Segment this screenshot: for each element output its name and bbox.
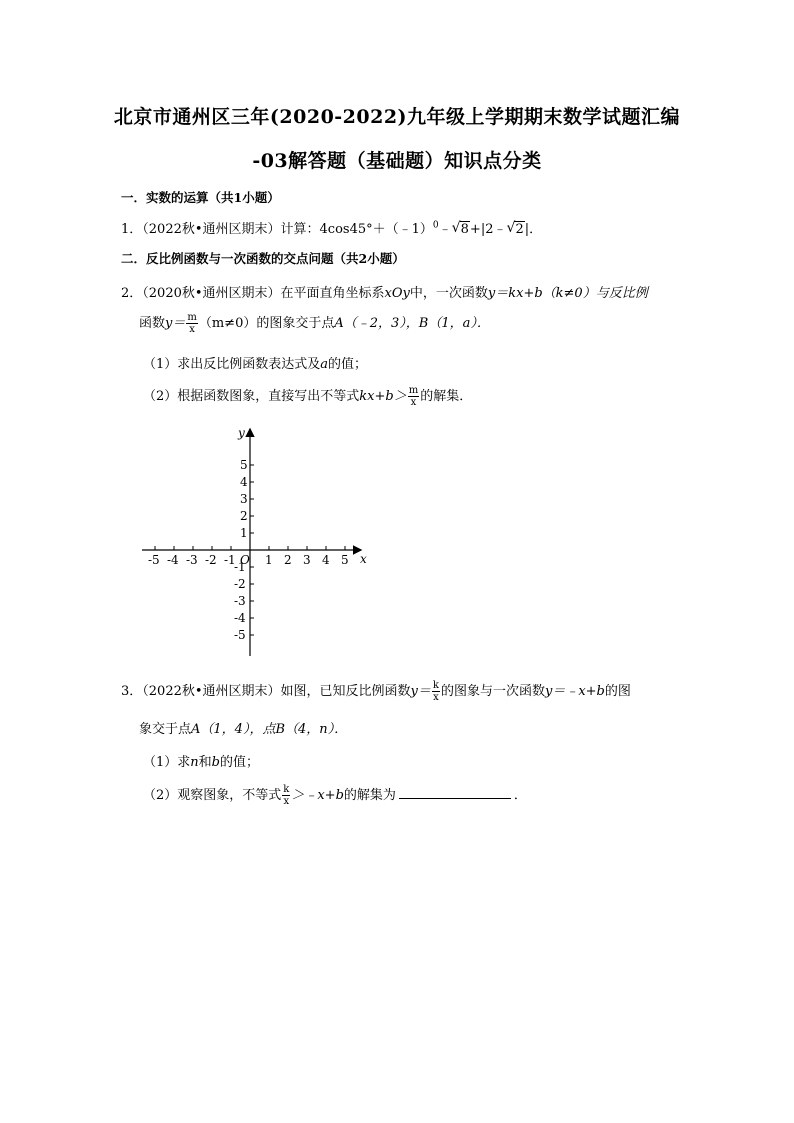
y-tick-label: 4: [240, 475, 248, 489]
y-tick-label: -4: [234, 611, 246, 625]
x-tick-label: 2: [284, 553, 292, 567]
y-tick-label: 2: [240, 509, 248, 523]
y-tick-label: 3: [240, 492, 248, 506]
y-tick-label: -1: [234, 560, 246, 574]
question-2-line2: [139, 312, 490, 335]
x-axis-label: x: [360, 552, 367, 566]
q3-linear-label: 的图象与一次函数: [440, 684, 545, 699]
y-tick-label: -3: [234, 594, 246, 608]
q3-line1-end: 的图: [604, 684, 631, 699]
q1-exponent: 0: [432, 220, 439, 231]
question-3-line1: [121, 680, 631, 703]
q3-intro: 3．（2022秋•通州区期末）如图，已知反比例函数: [121, 684, 411, 699]
y-tick-label: -2: [234, 577, 246, 591]
q3-fraction-k-x: $\frac{k}{x}$: [432, 680, 439, 703]
y-tick-label: -5: [234, 628, 246, 642]
q3-y-eq: y＝: [410, 684, 431, 699]
origin-label: O: [240, 553, 250, 567]
document-title-line2: -03解答题（基础题）知识点分类: [252, 150, 542, 172]
x-tick-label: -2: [205, 553, 217, 567]
x-tick-label: -3: [186, 553, 198, 567]
x-tick-label: 3: [303, 553, 311, 567]
sqrt-8: √ 8: [451, 220, 469, 237]
x-tick-label: 5: [341, 553, 349, 567]
y-axis-label: y: [238, 426, 245, 440]
y-tick-label: 1: [240, 526, 248, 540]
q2-linear-expr: y＝kx+b（k≠0）与反比例: [487, 286, 648, 301]
x-tick-label: 1: [265, 553, 273, 567]
q3-fraction-k-x-2: $\frac{k}{x}$: [283, 784, 290, 807]
answer-blank[interactable]: [399, 786, 511, 799]
x-tick-label: 4: [322, 553, 330, 567]
question-2-part2: （2）根据函数图象，直接写出不等式kx+b＞ $\frac{m}{x}$ 的解集．: [143, 385, 473, 408]
q1-prefix: 1．（2022秋•通州区期末）计算：4cos45°＋（﹣1）: [121, 222, 433, 237]
section-heading-1: 一．实数的运算（共1小题）: [121, 190, 280, 205]
q3-points: A（1，4），点B（4，n）．: [191, 722, 348, 737]
radical-icon: √: [506, 220, 516, 236]
q2-fraction-m-x-2: $\frac{m}{x}$: [408, 385, 419, 408]
document-title-line1: 北京市通州区三年(2020-2022)九年级上学期期末数学试题汇编: [113, 106, 681, 128]
question-1: [121, 218, 542, 237]
section-heading-2: 二．反比例函数与一次函数的交点问题（共2小题）: [121, 251, 405, 266]
question-2-part1: （1）求出反比例函数表达式及a的值；: [143, 357, 368, 372]
q1-abs-open: +|2﹣: [469, 222, 507, 237]
x-tick-label: -4: [167, 553, 179, 567]
question-3-part1: （1）求n和b的值；: [143, 755, 260, 770]
radical-icon: √: [451, 220, 461, 236]
q2-fraction-m-x: $\frac{m}{x}$: [187, 312, 197, 335]
question-3-part2: （2）观察图象，不等式 $\frac{k}{x}$ ＞﹣x+b的解集为 ．: [143, 784, 527, 807]
q3-linear-expr: y＝﹣x+b: [544, 684, 605, 699]
q2-y-eq: y＝: [165, 316, 186, 331]
x-tick-label: -1: [224, 553, 236, 567]
x-tick-label: -5: [148, 553, 160, 567]
q2-points: A（﹣2，3），B（1，a）．: [334, 316, 490, 331]
sqrt-2: √ 2: [506, 220, 524, 237]
q1-end: |．: [524, 222, 543, 237]
q2-func-label: 函数: [139, 316, 166, 331]
q2-xoy: xOy: [384, 286, 410, 301]
question-2-line1: [121, 282, 648, 301]
q2-linear-label: 中，一次函数: [409, 286, 488, 301]
question-3-line2: 象交于点A（1，4），点B（4，n）．: [139, 722, 348, 737]
y-tick-label: 5: [240, 458, 248, 472]
q2-condition: （m≠0）的图象交于点: [198, 316, 335, 331]
q2-intro: 2．（2020秋•通州区期末）在平面直角坐标系: [121, 286, 385, 301]
q1-minus: ﹣: [438, 222, 452, 237]
coordinate-plane: [138, 424, 378, 660]
